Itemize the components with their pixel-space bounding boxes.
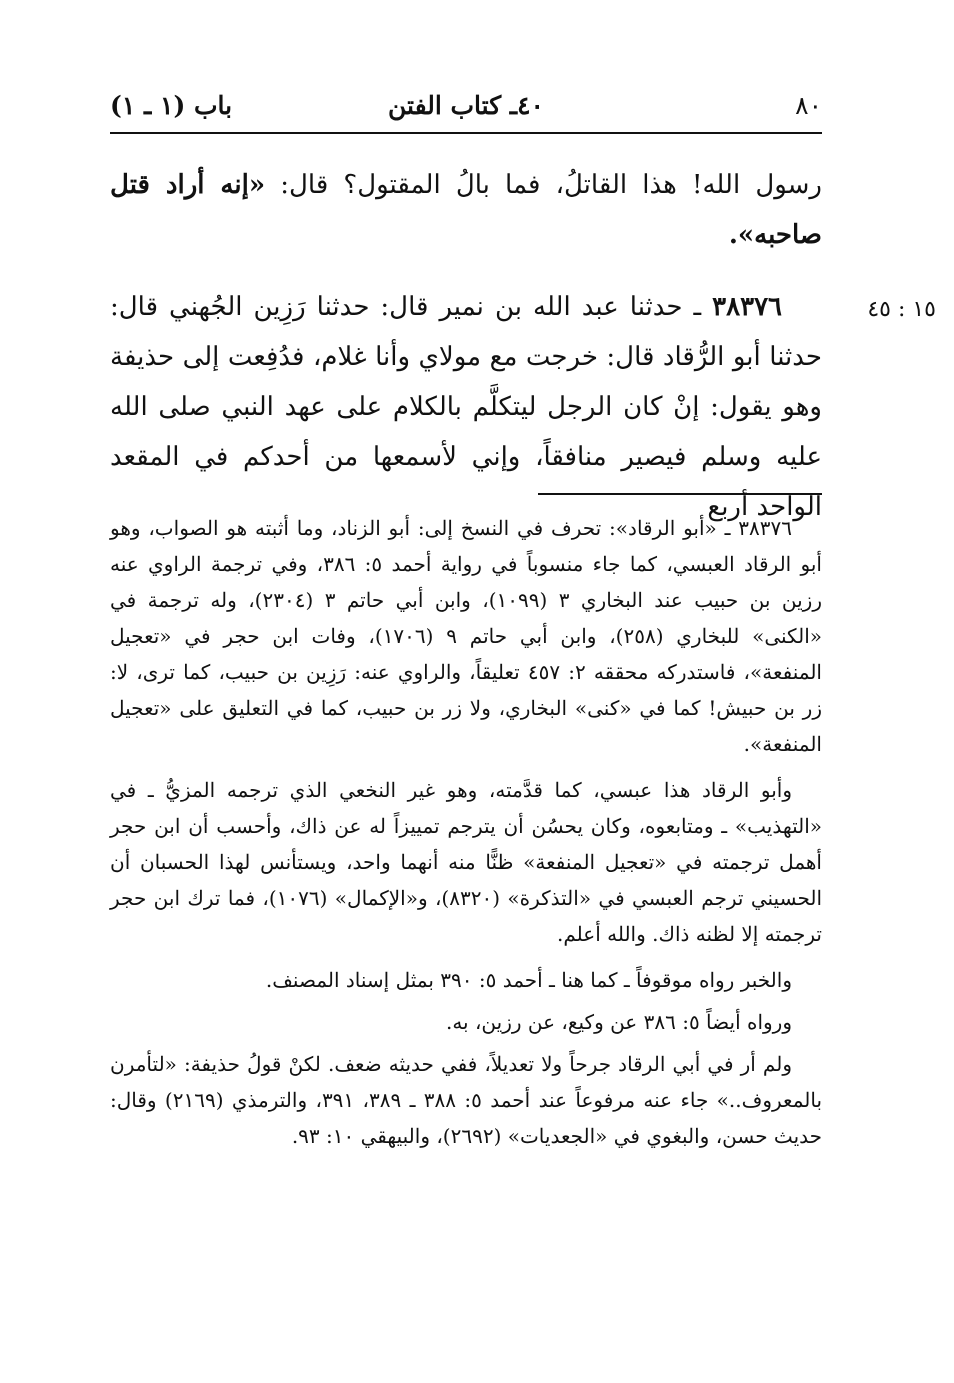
continued-text: رسول الله! هذا القاتلُ، فما بالُ المقتول؟ قال: <box>265 170 822 200</box>
footnote-paragraph: ٣٨٣٧٦ ـ «أبو الرقاد»: تحرف في النسخ إلى: أبو الزناد، وما أثبته هو الصواب، وهو أبو الرقاد العبسي، كما جاء منسوباً في رواية أحمد ٥: ٣٨٦، وفي ترجمة الراوي عنه رزين بن حبيب عند البخاري ٣ (١٠٩٩)، وابن أبي حاتم ٣ (٢٣٠٤)، وله ترجمة في «الكنى» للبخاري (٢٥٨)، وابن أبي حاتم ٩ (١٧٠٦)، وفات ابن حجر في «تعجيل المنفعة»، فاستدركه محققه ٢: ٤٥٧ تعليقاً، والراوي عنه: رَزِين بن حبيب، كما ترى، لا: زر بن حبيش! كما في «كنى» البخاري، ولا زر بن حبيب، كما في التعليق على «تعجيل المنفعة». <box>110 516 823 756</box>
continued-paragraph <box>110 160 822 260</box>
book-title: ٤٠ـ كتاب الفتن <box>388 91 544 120</box>
page-header <box>110 86 822 130</box>
margin-reference: ١٥ : ٤٥ <box>867 297 936 322</box>
footnote-divider <box>538 493 822 495</box>
footnote-paragraph: وأبو الرقاد هذا عبسي، كما قدَّمته، وهو غير النخعي الذي ترجمه المزيُّ ـ في «التهذيب» ـ ومتابعوه، وكان يحسُن أن يترجم تمييزاً له عن ذاك، وأحسب أن ابن حجر أهمل ترجمته في «تعجيل المنفعة» ظنًّا منه أنهما واحد، ويستأنس لهذا الحسبان أن الحسيني ترجم العبسي في «التذكرة» (٨٣٢٠)، و«الإكمال» (١٠٧٦)، فما ترك ابن حجر ترجمته إلا لظنه ذاك. والله أعلم. <box>110 778 822 946</box>
footnote-paragraph: والخبر رواه موقوفاً ـ كما هنا ـ أحمد ٥: ٣٩٠ بمثل إسناد المصنف. <box>265 968 792 992</box>
continued-quote: «إنه أراد قتل صاحبه». <box>110 170 822 250</box>
footnotes <box>110 510 822 1164</box>
header-divider <box>110 132 822 134</box>
footnote-paragraph: ورواه أيضاً ٥: ٣٨٦ عن وكيع، عن رزين، به. <box>445 1010 792 1034</box>
chapter-label: باب (١ ـ ١) <box>110 91 233 120</box>
footnote-paragraph: ولم أر في أبي الرقاد جرحاً ولا تعديلاً، ففي حديثه ضعف. لكنْ قولُ حذيفة: «لتأمرن بالمعروف..» جاء عنه مرفوعاً عند أحمد ٥: ٣٨٨ ـ ٣٨٩، ٣٩١، والترمذي (٢١٦٩) وقال: حديث حسن، والبغوي في «الجعديات» (٢٦٩٢)، والبيهقي ١٠: ٩٣. <box>110 1052 823 1148</box>
hadith-text: ـ حدثنا عبد الله بن نمير قال: حدثنا رَزِين الجُهني قال: حدثنا أبو الرُّقاد قال: خرجت مع مولاي وأنا غلام، فدُفِعت إلى حذيفة وهو يقول: إنْ كان الرجل ليتكلَّم بالكلام على عهد النبي صلى الله عليه وسلم فيصير منافقاً، وإني لأسمعها من أحدكم في المقعد الواحد أربع <box>110 292 822 522</box>
main-text <box>110 160 822 532</box>
hadith-number: ٣٨٣٧٦ <box>712 292 782 322</box>
page-number: ٨٠ <box>795 91 822 120</box>
